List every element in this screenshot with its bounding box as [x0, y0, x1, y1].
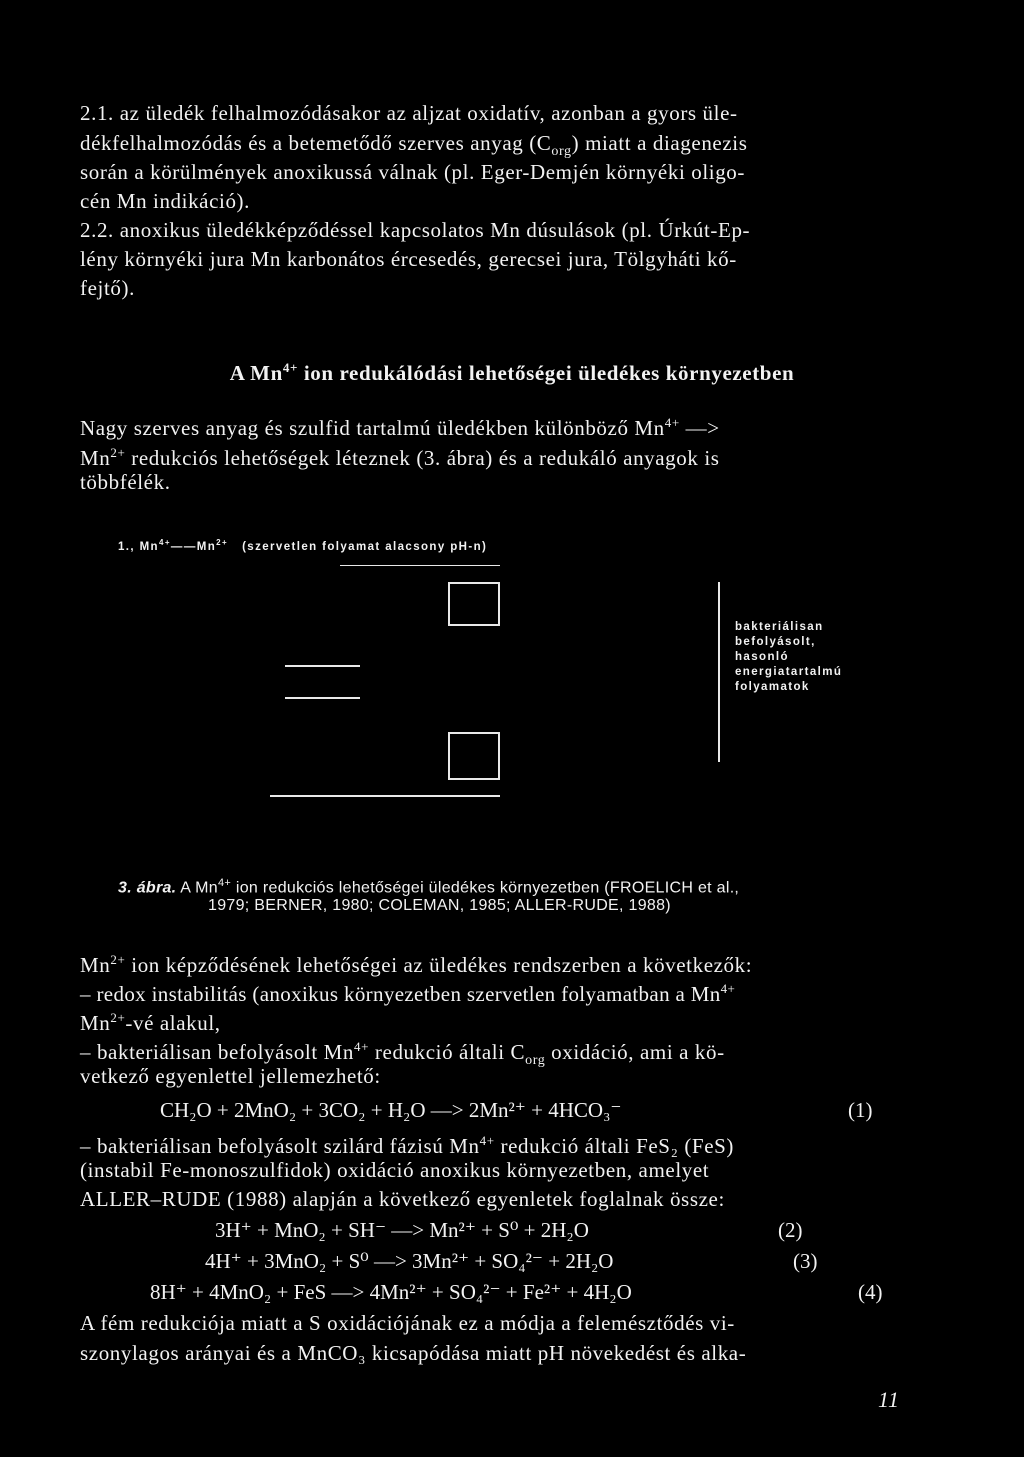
figure-line	[340, 565, 500, 566]
text-line: szonylagos arányai és a MnCO₃ kicsapódása miatt pH növekedést és alka-	[80, 1341, 747, 1365]
text-line: többfélék.	[80, 470, 171, 494]
figure-line	[285, 665, 360, 667]
equation-2: 3H⁺ + MnO₂ + SH⁻ —> Mn²⁺ + S⁰ + 2H₂O	[215, 1218, 589, 1242]
text-line: ALLER–RUDE (1988) alapján a következő egyenletek foglalnak össze:	[80, 1187, 725, 1211]
section-heading: A $Mn^{4+}$ ion redukálódási lehetőségei üledékes környezetben	[229, 360, 795, 385]
equation-number: (4)	[858, 1280, 883, 1304]
text-line: cén Mn indikáció).	[80, 189, 251, 213]
text-line: A fém redukciója miatt a S oxidációjának ez a módja a felemésztődés vi-	[80, 1311, 735, 1335]
text-line: 2.1. az üledék felhalmozódásakor az aljzat oxidatív, azonban a gyors üle-	[80, 101, 738, 125]
equation-4: 8H⁺ + 4MnO₂ + FeS —> 4Mn²⁺ + SO₄²⁻ + Fe²⁺ + 4H₂O	[150, 1280, 632, 1304]
text-line: – bakteriálisan befolyásolt $Mn^{4+}$ redukció általi $C_{org}$ oxidáció, ami a kö-	[80, 1039, 725, 1069]
figure-caption: 3. ábra. A $Mn^{4+}$ ion redukciós lehetőségei üledékes környezetben (FROELICH et al.,	[118, 877, 740, 897]
text-line: – redox instabilitás (anoxikus környezetben szervetlen folyamatban a $Mn^{4+}$	[80, 981, 736, 1006]
figure-row-1: 1., $Mn^{4+}——Mn^{2+}$ (szervetlen folyamat alacsony pH-n)	[118, 538, 488, 553]
text-line: lény környéki jura Mn karbonátos ércesedés, gerecsei jura, Tölgyháti kő-	[80, 247, 737, 271]
text-line: $Mn^{2+}-vé$ alakul,	[80, 1010, 221, 1035]
text-line: vetkező egyenlettel jellemezhető:	[80, 1064, 381, 1088]
figure-box	[448, 732, 500, 780]
page-number: 11	[878, 1387, 900, 1412]
figure-label: energiatartalmú	[735, 666, 843, 678]
text-line: $Mn^{2+}$ redukciós lehetőségek léteznek (3. ábra) és a redukáló anyagok is	[80, 445, 720, 470]
text-line: Nagy szerves anyag és szulfid tartalmú üledékben különböző $Mn^{4+}$ —>	[80, 415, 720, 440]
text-line: fejtő).	[80, 276, 135, 300]
equation-1: CH₂O + 2MnO₂ + 3CO₂ + H₂O —> 2Mn²⁺ + 4HCO₃⁻	[160, 1098, 622, 1122]
equation-3: 4H⁺ + 3MnO₂ + S⁰ —> 3Mn²⁺ + SO₄²⁻ + 2H₂O	[205, 1249, 614, 1273]
figure-label: befolyásolt,	[735, 636, 816, 648]
figure-box	[448, 582, 500, 626]
text-line: dékfelhalmozódás és a betemetődő szerves anyag $(C_{org})$ miatt a diagenezis	[80, 131, 748, 160]
equation-number: (2)	[778, 1218, 803, 1242]
figure-bracket	[718, 582, 720, 762]
figure-line	[270, 795, 500, 797]
text-line: során a körülmények anoxikussá válnak (pl. Eger-Demjén környéki oligo-	[80, 160, 745, 184]
equation-number: (3)	[793, 1249, 818, 1273]
text-line: – bakteriálisan befolyásolt szilárd fázisú $Mn^{4+}$ redukció általi FeS₂ (FeS)	[80, 1133, 735, 1158]
figure-label: folyamatok	[735, 681, 810, 693]
text-line: (instabil Fe-monoszulfidok) oxidáció anoxikus környezetben, amelyet	[80, 1158, 710, 1182]
figure-caption: 1979; BERNER, 1980; COLEMAN, 1985; ALLER-RUDE, 1988)	[208, 897, 671, 914]
figure-label: bakteriálisan	[735, 621, 824, 633]
figure-label: hasonló	[735, 651, 789, 663]
equation-number: (1)	[848, 1098, 873, 1122]
text-line: 2.2. anoxikus üledékképződéssel kapcsolatos Mn dúsulások (pl. Úrkút-Ep-	[80, 218, 751, 242]
text-line: $Mn^{2+}$ ion képződésének lehetőségei az üledékes rendszerben a következők:	[80, 952, 753, 977]
figure-line	[285, 697, 360, 699]
